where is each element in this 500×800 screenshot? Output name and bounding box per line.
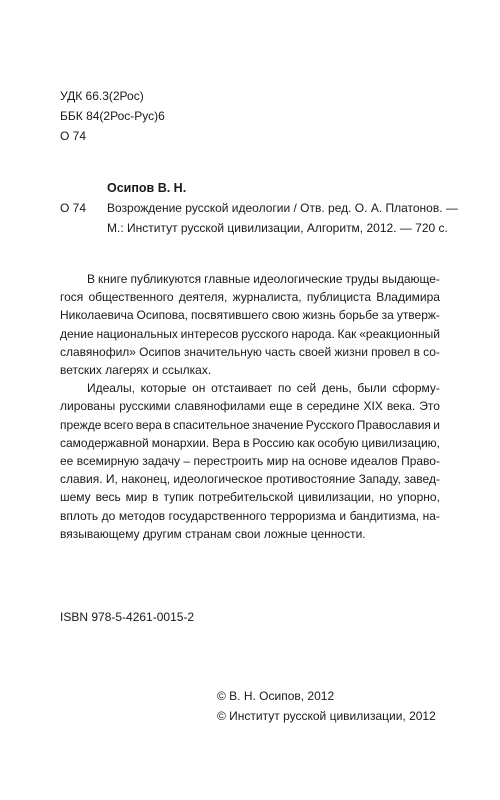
- word: русского: [241, 326, 289, 341]
- text-line: [60, 507, 440, 525]
- word: славянофил»: [60, 344, 136, 359]
- text-line: [60, 343, 440, 361]
- text-line: ветских лагерях и ссылках.: [60, 363, 212, 378]
- word: терроризма: [270, 508, 336, 523]
- word: тупик: [163, 490, 194, 505]
- word: борьбе: [338, 308, 379, 323]
- word: по: [277, 381, 292, 396]
- word: лированы: [60, 399, 116, 414]
- word: всего: [103, 417, 134, 432]
- word: Западу,: [358, 472, 401, 487]
- word: идеологическое: [173, 472, 263, 487]
- word: монархии.: [151, 435, 210, 450]
- word: задачу: [142, 454, 181, 469]
- word: национальных: [96, 326, 178, 341]
- word: цивилизации,: [298, 490, 375, 505]
- word: всемирную: [76, 454, 139, 469]
- text-line: [60, 452, 440, 470]
- word: Русского: [305, 417, 355, 432]
- udk-code: УДК 66.3(2Рос): [60, 89, 144, 103]
- word: цивилизацию,: [361, 435, 440, 450]
- word: идеологические: [253, 272, 343, 286]
- word: Осипов: [139, 344, 181, 359]
- word: журналиста,: [232, 290, 302, 305]
- word: бандитизма,: [349, 508, 420, 523]
- word: Право-: [401, 454, 440, 469]
- word: упорно,: [397, 490, 440, 505]
- word: посвятившего: [191, 308, 269, 323]
- word: со-: [423, 344, 440, 359]
- word: провел: [371, 344, 411, 359]
- author-name: Осипов В. Н.: [107, 181, 187, 195]
- word: деятеля,: [178, 290, 228, 305]
- annotation-text: [60, 270, 440, 543]
- word: труды: [345, 272, 379, 286]
- word: ее: [60, 454, 74, 469]
- word: и: [433, 417, 440, 432]
- word: русскими: [119, 399, 171, 414]
- copyright-line: © В. Н. Осипов, 2012: [217, 689, 335, 703]
- word: публициста: [306, 290, 372, 305]
- word: основе: [308, 454, 348, 469]
- word: вера: [135, 417, 162, 432]
- word: значительную: [183, 344, 262, 359]
- word: на: [291, 454, 305, 469]
- word: весь: [95, 490, 121, 505]
- word: жизни: [334, 344, 368, 359]
- text-line: [60, 416, 440, 434]
- word: Владимира: [376, 290, 440, 305]
- word: славянофилами: [174, 399, 266, 414]
- word: еще: [269, 399, 293, 414]
- text-line: [60, 470, 440, 488]
- word: «реакционный: [359, 326, 440, 341]
- word: публикуются: [130, 272, 202, 286]
- word: мир: [125, 490, 148, 505]
- word: выдающе-: [381, 272, 440, 286]
- word: жизнь: [302, 308, 336, 323]
- isbn-number: ISBN 978-5-4261-0015-2: [60, 610, 195, 624]
- word: до: [101, 508, 116, 523]
- word: он: [192, 381, 206, 396]
- text-line: вязывающему другим странам свои ложные ценности.: [60, 526, 366, 541]
- word: отстаивает: [211, 381, 273, 396]
- word: книге: [98, 272, 128, 286]
- word: были: [357, 381, 387, 396]
- word: в: [152, 490, 159, 505]
- word: за: [381, 308, 394, 323]
- classification-block: [60, 86, 165, 146]
- word: противостояние: [266, 472, 356, 487]
- entry-author-mark: О 74: [60, 201, 87, 215]
- word: Православия: [356, 417, 431, 432]
- word: прежде: [60, 417, 102, 432]
- word: –: [183, 454, 191, 469]
- word: но: [379, 490, 393, 505]
- word: своей: [298, 344, 332, 359]
- biblio-line: Возрождение русской идеологии / Отв. ред. О. А. Платонов. —: [107, 201, 458, 215]
- word: народа.: [291, 326, 335, 341]
- word: И,: [105, 472, 118, 487]
- word: свою: [271, 308, 300, 323]
- word: в: [413, 344, 420, 359]
- text-line: [60, 325, 440, 343]
- word: государственного: [168, 508, 267, 523]
- word: потребительской: [198, 490, 294, 505]
- copyright-line: © Институт русской цивилизации, 2012: [217, 709, 436, 723]
- word: в: [164, 417, 171, 432]
- word: века.: [386, 399, 416, 414]
- word: середине: [306, 399, 360, 414]
- word: шему: [60, 490, 91, 505]
- annotation-paragraph: [60, 379, 440, 543]
- word: Это: [419, 399, 440, 414]
- word: самодержавной: [60, 435, 149, 450]
- text-line: [60, 288, 440, 306]
- word: в: [296, 399, 303, 414]
- word: XIX: [363, 399, 383, 414]
- bbk-code: ББК 84(2Рос-Рус)6: [60, 109, 165, 123]
- word: идеалов: [350, 454, 398, 469]
- biblio-line: М.: Институт русской цивилизации, Алгоритм, 2012. — 720 с.: [107, 221, 448, 235]
- word: в: [243, 435, 250, 450]
- word: сей: [296, 381, 317, 396]
- word: день,: [321, 381, 352, 396]
- word: значение: [252, 417, 304, 432]
- word: Идеалы,: [87, 381, 135, 396]
- bibliographic-description: [107, 198, 458, 238]
- word: общественного: [88, 290, 174, 305]
- word: завед-: [404, 472, 440, 487]
- word: Вера: [212, 435, 241, 450]
- text-line: [60, 434, 440, 452]
- word: наконец,: [121, 472, 171, 487]
- word: Как: [337, 326, 357, 341]
- word: Николаевича: [60, 308, 134, 323]
- author-mark: О 74: [60, 129, 87, 143]
- word: Осипова,: [136, 308, 189, 323]
- word: методов: [118, 508, 166, 523]
- word: перестроить: [193, 454, 264, 469]
- copyright-block: [217, 686, 436, 726]
- word: мир: [266, 454, 289, 469]
- word: на-: [422, 508, 440, 523]
- word: славия.: [60, 472, 103, 487]
- text-line: [60, 379, 440, 397]
- word: дение: [60, 326, 94, 341]
- word: спасительное: [172, 417, 250, 432]
- word: сформу-: [392, 381, 440, 396]
- word: утверж-: [396, 308, 440, 323]
- word: особую: [317, 435, 359, 450]
- text-line: [60, 488, 440, 506]
- text-line: [60, 270, 440, 288]
- text-line: [60, 397, 440, 415]
- text-line: [60, 306, 440, 324]
- word: Россию: [252, 435, 295, 450]
- word: как: [297, 435, 315, 450]
- word: гося: [60, 290, 84, 305]
- word: интересов: [180, 326, 239, 341]
- word: и: [339, 508, 347, 523]
- word: главные: [204, 272, 251, 286]
- word: вплоть: [60, 508, 99, 523]
- word: часть: [265, 344, 296, 359]
- word: которые: [140, 381, 187, 396]
- word: В: [87, 272, 96, 286]
- annotation-paragraph: [60, 270, 440, 379]
